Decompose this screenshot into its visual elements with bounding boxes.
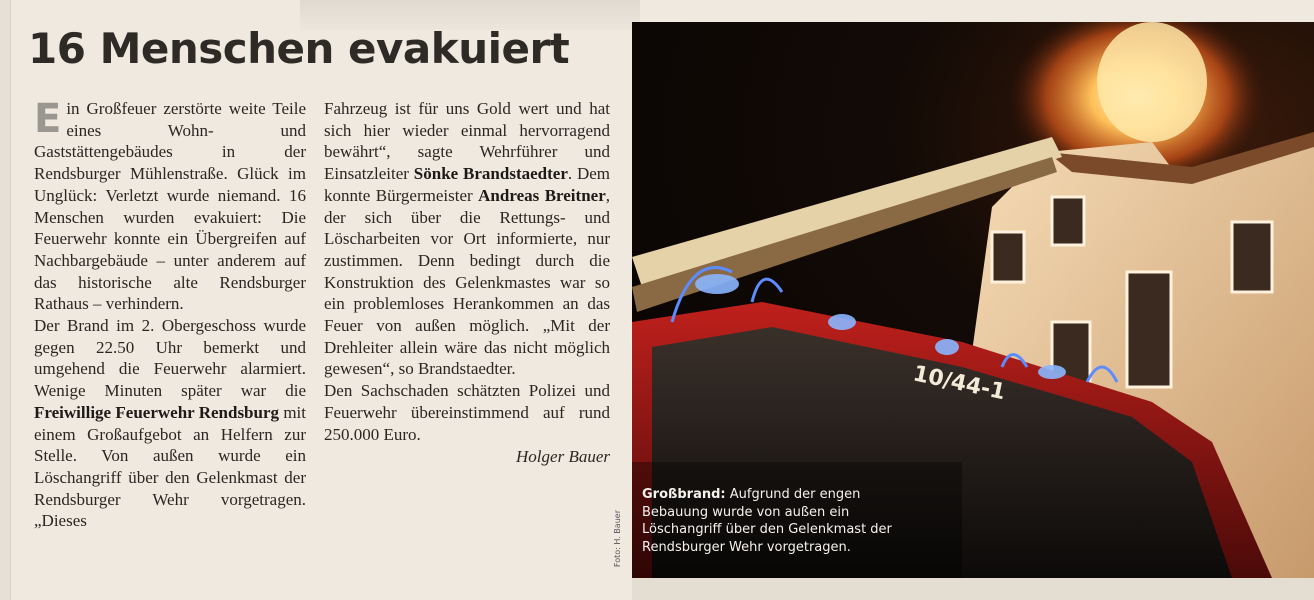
adjacent-page-bottom bbox=[632, 578, 1314, 600]
quote-text-c: , der sich über die Rettungs- und Löscharbeiten vor Ort informierte, nur zustimmen. Denn bedingt durch die Konstruktion des Gelenkmastes war so ein problemloses Herankommen an das Feuer von außen möglich. „Mit der Drehleiter allein wäre das nicht möglich gewesen“, so Brandstaedter. bbox=[324, 185, 610, 379]
paragraph-damage: Den Sachschaden schätzten Polizei und Feuerwehr übereinstimmend auf rund 250.000 Euro. bbox=[324, 381, 610, 444]
photo-caption bbox=[642, 486, 922, 556]
photo-credit: Foto: H. Bauer bbox=[613, 510, 622, 568]
alarm-text-b: mit einem Großaufgebot an Helfern zur Stelle. Von außen wurde ein Löschangriff über den Gelenkmast der Rendsburger Wehr vorgetragen. „Dieses bbox=[34, 402, 306, 531]
alarm-text-a: Der Brand im 2. Obergeschoss wurde gegen 22.50 Uhr bemerkt und umgehend die Feuerwehr alarmiert. Wenige Minuten später war die bbox=[34, 316, 306, 401]
paragraph-intro bbox=[34, 98, 306, 315]
adjacent-page-edge bbox=[0, 0, 11, 600]
caption-text: Aufgrund der engen Bebauung wurde von außen ein Löschangriff über den Gelenkmast der Rendsburger Wehr vorgetragen. bbox=[642, 487, 892, 555]
article-headline: 16 Menschen evakuiert bbox=[28, 24, 570, 73]
caption-lead: Großbrand: bbox=[642, 487, 726, 502]
quote-text-a: Fahrzeug ist für uns Gold wert und hat sich hier wieder einmal hervorragend bewährt“, sagte Wehrführer und Einsatzleiter bbox=[324, 99, 610, 184]
chief-name: Sönke Brandstaedter bbox=[413, 164, 568, 184]
paragraph-alarm bbox=[34, 315, 306, 532]
author-byline: Holger Bauer bbox=[516, 447, 610, 467]
fire-brigade-name: Freiwillige Feuerwehr Rendsburg bbox=[34, 402, 280, 422]
drop-cap: E bbox=[34, 96, 62, 142]
truck-number: 10/44-1 bbox=[910, 361, 1008, 406]
article-column-1 bbox=[34, 98, 306, 532]
paragraph-quote bbox=[324, 98, 610, 380]
mayor-name: Andreas Breitner bbox=[478, 185, 606, 205]
quote-text-b: . Dem konnte Bürgermeister bbox=[324, 164, 611, 205]
intro-text: in Großfeuer zerstörte weite Teile eines Wohn- und Gaststättengebäudes in der Rendsburger Mühlenstraße. Glück im Unglück: Verletzt wurde niemand. 16 Menschen wurden evakuiert: Die Feuerwehr konnte ein Übergreifen auf Nachbargebäude – unter anderem auf das historische alte Rendsburger Rathaus – verhindern. bbox=[34, 99, 306, 314]
article-column-2 bbox=[324, 98, 610, 468]
